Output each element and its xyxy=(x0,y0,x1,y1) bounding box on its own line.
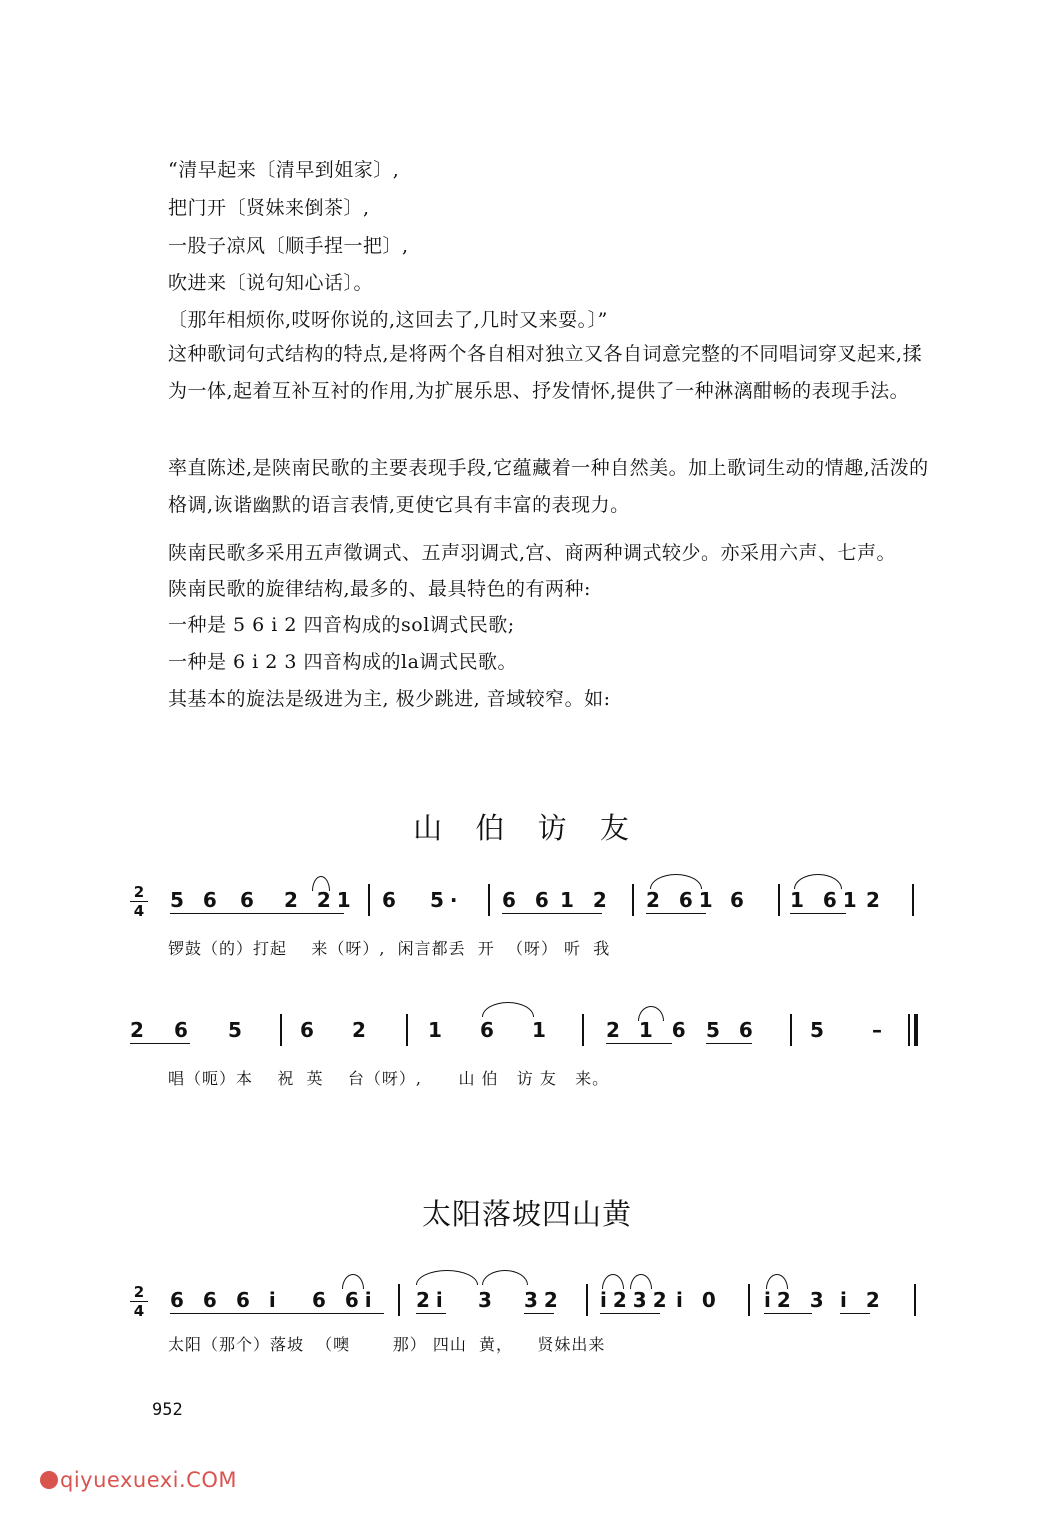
note-group: 5 6 xyxy=(706,1018,759,1042)
sol-mode-line: 一种是 5 6 i 2 四音构成的sol调式民歌; xyxy=(168,614,515,636)
time-signature: 2 4 xyxy=(130,1284,148,1319)
note-group: 6 xyxy=(240,888,260,912)
note-group: 5· xyxy=(430,888,464,912)
note-group: 6 6 xyxy=(502,888,555,912)
note-group: i 2 xyxy=(840,1288,886,1312)
watermark-logo-icon xyxy=(40,1471,58,1489)
note: 1 xyxy=(532,1018,552,1042)
underline xyxy=(646,913,706,914)
bar-line xyxy=(632,884,634,916)
time-signature: 2 4 xyxy=(130,884,148,919)
bar-line xyxy=(398,1284,400,1316)
slur-arc xyxy=(416,1270,478,1285)
bar-line xyxy=(586,1284,588,1316)
note-group: 1 61 xyxy=(790,888,863,912)
note-group: 6 xyxy=(730,888,750,912)
final-bar-line xyxy=(914,1014,918,1046)
paragraph-2: 率直陈述,是陕南民歌的主要表现手段,它蕴藏着一种自然美。加上歌词生动的情趣,活泼的格调,诙谐幽默的语言表情,更使它具有丰富的表现力。 xyxy=(168,457,929,516)
underline xyxy=(416,1313,446,1314)
note-group: 2 61 xyxy=(646,888,719,912)
lyrics-row-2: 唱（呃）本 祝 英 台（呀）, 山 伯 访 友 来。 xyxy=(168,1069,610,1088)
paragraph-1: 这种歌词句式结构的特点,是将两个各自相对独立又各自词意完整的不同唱词穿叉起来,揉为一体,起着互补互衬的作用,为扩展乐思、抒发情怀,提供了一种淋漓酣畅的表现手法。 xyxy=(168,343,923,402)
score-row-1 xyxy=(130,884,930,944)
slur-arc xyxy=(602,1274,624,1289)
note-group: i2 3 xyxy=(764,1288,830,1312)
note: 6 xyxy=(480,1018,500,1042)
note: 2 xyxy=(130,1018,150,1042)
note-group: 2i xyxy=(416,1288,449,1312)
quote-line-3: 一股子凉风〔顺手捏一把〕, xyxy=(168,235,409,257)
note-group: 2 1 6 xyxy=(606,1018,692,1042)
note-group: 2 xyxy=(866,888,886,912)
underline xyxy=(606,1043,672,1044)
quote-line-4: 吹进来〔说句知心话〕。 xyxy=(168,272,374,294)
song-title-2: 太阳落坡四山黄 xyxy=(421,1197,632,1231)
song-title-1: 山 伯 访 友 xyxy=(413,811,641,845)
melody-line: 其基本的旋法是级进为主, 极少跳进, 音域较窄。如: xyxy=(168,688,611,710)
underline xyxy=(706,1043,752,1044)
note: 6 xyxy=(174,1018,194,1042)
note-group: 6 6 xyxy=(170,1288,223,1312)
underline xyxy=(600,1313,660,1314)
note: 5 xyxy=(228,1018,248,1042)
lyrics-row-3: 太阳（那个）落坡 （噢 那） 四山 黄， 贤妹出来 xyxy=(168,1335,606,1354)
lyrics-row-1: 锣鼓（的）打起 来（呀）, 闲言都丢 开 （呀） 听 我 xyxy=(168,939,611,958)
slur-arc xyxy=(312,876,330,891)
note-group: i 0 xyxy=(676,1288,722,1312)
slur-arc xyxy=(650,874,702,889)
slur-arc xyxy=(638,1006,664,1021)
note: 2 xyxy=(352,1018,372,1042)
slur-arc xyxy=(482,1270,528,1285)
slur-arc xyxy=(630,1274,652,1289)
underline xyxy=(130,1043,190,1044)
slur-arc xyxy=(794,874,842,889)
underline xyxy=(840,1313,870,1314)
la-mode-line: 一种是 6 i 2 3 四音构成的la调式民歌。 xyxy=(168,651,517,673)
slur-arc xyxy=(482,1002,534,1017)
note: 6 xyxy=(300,1018,320,1042)
note-group: 1 2 xyxy=(560,888,613,912)
watermark-text: qiyuexuexi.COM xyxy=(60,1468,237,1492)
score-row-2 xyxy=(130,1014,930,1074)
mode-line: 陕南民歌多采用五声徵调式、五声羽调式,宫、商两种调式较少。亦采用六声、七声。 xyxy=(168,542,897,564)
note: 5 xyxy=(810,1018,830,1042)
note-group: i232 xyxy=(600,1288,673,1312)
underline xyxy=(502,913,602,914)
note-group: 32 xyxy=(524,1288,564,1312)
bar-line xyxy=(908,1014,910,1046)
quote-line-2: 把门开〔贤妹来倒茶〕, xyxy=(168,197,370,219)
slur-arc xyxy=(342,1274,364,1289)
note-group: 6 xyxy=(382,888,402,912)
note-group: 6 i xyxy=(236,1288,282,1312)
bar-line xyxy=(582,1014,584,1046)
bar-line xyxy=(912,884,914,916)
slur-arc xyxy=(766,1274,788,1289)
note: 3 xyxy=(478,1288,498,1312)
note: 1 xyxy=(428,1018,448,1042)
note-group: 5 6 xyxy=(170,888,223,912)
underline xyxy=(764,1313,812,1314)
bar-line xyxy=(406,1014,408,1046)
structure-line: 陕南民歌的旋律结构,最多的、最具特色的有两种: xyxy=(168,578,591,600)
bar-line xyxy=(280,1014,282,1046)
bar-line xyxy=(748,1284,750,1316)
watermark xyxy=(40,1468,237,1492)
bar-line xyxy=(778,884,780,916)
bar-line xyxy=(368,884,370,916)
underline xyxy=(170,913,344,914)
underline xyxy=(170,1313,384,1314)
quote-line-5: 〔那年相烦你,哎呀你说的,这回去了,几时又来耍。〕” xyxy=(168,309,608,331)
quote-line-1: “清早起来〔清早到姐家〕, xyxy=(168,159,400,181)
note: – xyxy=(872,1018,888,1042)
note-group: 2 21 xyxy=(284,888,357,912)
page-number: 952 xyxy=(152,1400,183,1420)
bar-line xyxy=(914,1284,916,1316)
bar-line xyxy=(488,884,490,916)
underline xyxy=(790,913,846,914)
note-group: 6 6i xyxy=(312,1288,378,1312)
underline xyxy=(524,1313,554,1314)
bar-line xyxy=(790,1014,792,1046)
